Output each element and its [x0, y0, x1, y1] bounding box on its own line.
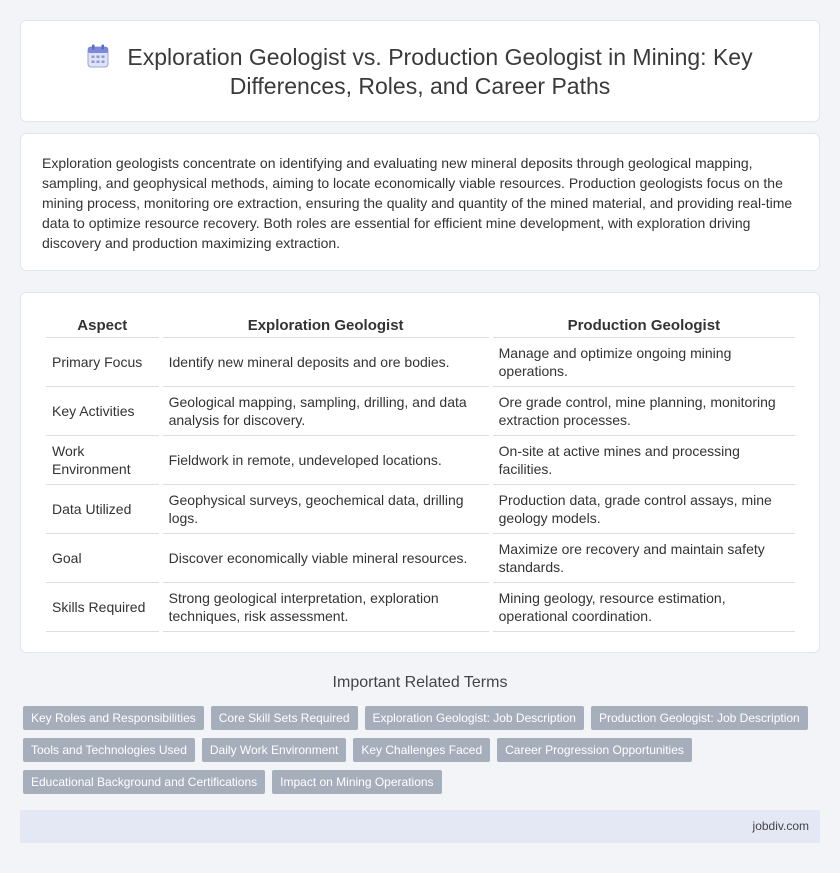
cell-exploration: Strong geological interpretation, exploration techniques, risk assessment. [163, 583, 489, 632]
footer-site-link[interactable]: jobdiv.com [752, 819, 809, 833]
table-row [46, 485, 795, 534]
comparison-table [42, 316, 799, 632]
related-term-tag[interactable]: Core Skill Sets Required [211, 706, 358, 730]
title-line-1: Exploration Geologist vs. Production Geologist in Mining: Key [127, 44, 753, 70]
cell-exploration: Geophysical surveys, geochemical data, drilling logs. [163, 485, 489, 534]
table-row [46, 387, 795, 436]
cell-production: Ore grade control, mine planning, monitoring extraction processes. [493, 387, 795, 436]
cell-production: On-site at active mines and processing facilities. [493, 436, 795, 485]
intro-card [20, 133, 820, 271]
cell-production: Mining geology, resource estimation, operational coordination. [493, 583, 795, 632]
table-row [46, 436, 795, 485]
cell-aspect: Goal [46, 534, 159, 583]
related-term-tag[interactable]: Production Geologist: Job Description [591, 706, 808, 730]
cell-aspect: Key Activities [46, 387, 159, 436]
related-term-tag[interactable]: Career Progression Opportunities [497, 738, 692, 762]
cell-exploration: Discover economically viable mineral resources. [163, 534, 489, 583]
cell-production: Production data, grade control assays, mine geology models. [493, 485, 795, 534]
table-header-row [46, 316, 795, 338]
header-exploration: Exploration Geologist [163, 316, 489, 338]
cell-exploration: Identify new mineral deposits and ore bodies. [163, 338, 489, 387]
cell-production: Maximize ore recovery and maintain safety standards. [493, 534, 795, 583]
cell-aspect: Data Utilized [46, 485, 159, 534]
calendar-icon [87, 44, 109, 68]
header-aspect: Aspect [46, 316, 159, 338]
related-terms-title: Important Related Terms [332, 674, 508, 691]
footer-bar [20, 810, 820, 843]
table-row [46, 583, 795, 632]
header-production: Production Geologist [493, 316, 795, 338]
related-terms-list [23, 706, 813, 794]
cell-exploration: Fieldwork in remote, undeveloped locations. [163, 436, 489, 485]
related-term-tag[interactable]: Educational Background and Certifications [23, 770, 265, 794]
table-row [46, 338, 795, 387]
page-title [21, 43, 819, 101]
related-term-tag[interactable]: Daily Work Environment [202, 738, 346, 762]
comparison-card [20, 292, 820, 653]
related-term-tag[interactable]: Impact on Mining Operations [272, 770, 441, 794]
intro-paragraph: Exploration geologists concentrate on identifying and evaluating new mineral deposits through geological mapping, sampling, and geophysical methods, aiming to locate economically viable resources. Production geologists focus on the mining process, monitoring ore extraction, ensuring the quality and quantity of the mined material, and providing real-time data to optimize resource recovery. Both roles are essential for efficient mine development, with exploration driving discovery and production maximizing extraction. [42, 155, 793, 251]
related-term-tag[interactable]: Tools and Technologies Used [23, 738, 195, 762]
title-line-2: Differences, Roles, and Career Paths [229, 73, 611, 99]
related-term-tag[interactable]: Exploration Geologist: Job Description [365, 706, 584, 730]
cell-aspect: Primary Focus [46, 338, 159, 387]
related-term-tag[interactable]: Key Challenges Faced [353, 738, 490, 762]
cell-aspect: Work Environment [46, 436, 159, 485]
related-term-tag[interactable]: Key Roles and Responsibilities [23, 706, 204, 730]
title-card [20, 20, 820, 122]
cell-exploration: Geological mapping, sampling, drilling, and data analysis for discovery. [163, 387, 489, 436]
cell-production: Manage and optimize ongoing mining operations. [493, 338, 795, 387]
cell-aspect: Skills Required [46, 583, 159, 632]
table-row [46, 534, 795, 583]
